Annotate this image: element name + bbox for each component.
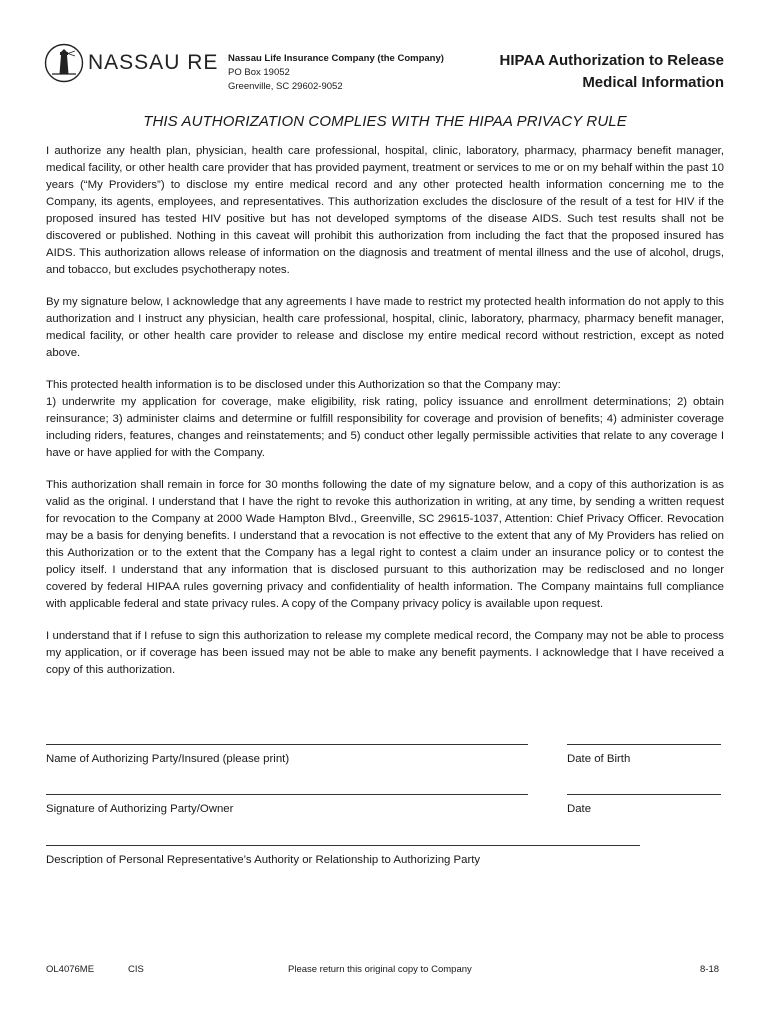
representative-description-field[interactable] bbox=[46, 845, 640, 866]
form-title-line-1: HIPAA Authorization to Release bbox=[499, 52, 724, 69]
representative-description-line[interactable] bbox=[46, 845, 640, 846]
revision-date: 8-18 bbox=[700, 964, 720, 975]
paragraph-purposes bbox=[46, 377, 724, 462]
company-logo bbox=[44, 43, 218, 83]
name-line[interactable] bbox=[46, 744, 528, 745]
form-code: CIS bbox=[128, 964, 144, 975]
representative-description-label: Description of Personal Representative’s Authority or Relationship to Authorizing Party bbox=[46, 854, 481, 866]
purposes-intro: This protected health information is to be disclosed under this Authorization so that the Company may: bbox=[46, 379, 561, 391]
date-field[interactable] bbox=[567, 794, 721, 815]
date-of-birth-line[interactable] bbox=[567, 744, 721, 745]
address-line-1: PO Box 19052 bbox=[228, 67, 290, 78]
page-heading: THIS AUTHORIZATION COMPLIES WITH THE HIPAA PRIVACY RULE bbox=[143, 113, 627, 130]
company-address-block bbox=[228, 52, 444, 94]
name-label: Name of Authorizing Party/Insured (please print) bbox=[46, 753, 290, 765]
paragraph-duration: This authorization shall remain in force for 30 months following the date of my signature below, and a copy of this authorization is as valid as the original. I understand that I have the right to revoke this authorization in writing, at any time, by sending a written request for revocation to the Company at 2000 Wade Hampton Blvd., Greenville, SC 29615-1037, Attention: Chief Privacy Officer. Revocation may be a basis for denying benefits. I understand that a revocation is not effective to the extent that any of My Providers has relied on this Authorization or to the extent that the Company has a legal right to contest a claim under an insurance policy or to contest the policy itself. I understand that any information that is disclosed pursuant to this authorization may be redisclosed and no longer covered by federal HIPAA rules governing privacy and confidentiality of health information. The Company maintains full compliance with applicable federal and state privacy rules. A copy of the Company privacy policy is available upon request. bbox=[46, 479, 724, 610]
lighthouse-icon bbox=[44, 43, 84, 83]
authorization-text bbox=[46, 143, 724, 694]
form-title-line-2: Medical Information bbox=[582, 74, 724, 91]
signature-field[interactable] bbox=[46, 794, 528, 815]
date-line[interactable] bbox=[567, 794, 721, 795]
paragraph-refusal: I understand that if I refuse to sign this authorization to release my complete medical record, the Company may not be able to process my application, or if coverage has been issued may not be able to make any benefit payments. I acknowledge that I have received a copy of this authorization. bbox=[46, 630, 724, 676]
date-label: Date bbox=[567, 803, 592, 815]
signature-line[interactable] bbox=[46, 794, 528, 795]
name-field[interactable] bbox=[46, 744, 528, 765]
date-of-birth-label: Date of Birth bbox=[567, 753, 631, 765]
logo-text: NASSAU RE bbox=[88, 51, 219, 74]
paragraph-acknowledge: By my signature below, I acknowledge that any agreements I have made to restrict my protected health information do not apply to this authorization and I instruct any physician, health care professional, hospital, clinic, laboratory, pharmacy, pharmacy benefit manager, medical facility, or other health care provider to release and disclose my entire medical record without restriction, except as noted above. bbox=[46, 296, 724, 359]
date-of-birth-field[interactable] bbox=[567, 744, 721, 765]
company-name: Nassau Life Insurance Company (the Company) bbox=[228, 53, 444, 64]
form-number: OL4076ME bbox=[46, 964, 95, 975]
signature-label: Signature of Authorizing Party/Owner bbox=[46, 803, 234, 815]
paragraph-authorize: I authorize any health plan, physician, health care professional, hospital, clinic, laboratory, pharmacy, pharmacy benefit manager, medical facility, or other health care provider that has provided payment, treatment or services to me or on my behalf within the past 10 years (“My Providers”) to disclose my entire medical record and any other protected health information concerning me to the Company, its agents, employees, and representatives. This authorization excludes the disclosure of the result of a test for HIV if the proposed insured has tested HIV positive but has not developed symptoms of the disease AIDS. Such test results shall not be discovered or published. Nothing in this caveat will prohibit this authorization from including the fact that the proposed insured has AIDS. This authorization allows release of information on the diagnosis and treatment of mental illness and the use of alcohol, drugs, and tobacco, but excludes psychotherapy notes. bbox=[46, 145, 724, 276]
form-title bbox=[500, 50, 724, 94]
return-instruction: Please return this original copy to Company bbox=[288, 964, 472, 975]
address-line-2: Greenville, SC 29602-9052 bbox=[228, 81, 343, 92]
purposes-list: 1) underwrite my application for coverage, make eligibility, risk rating, policy issuance and enrollment determinations; 2) obtain reinsurance; 3) administer claims and determine or fulfill responsibility for coverage and provision of benefits; 4) administer coverage including riders, features, changes and reinstatements; and 5) conduct other legally permissible activities that relate to any coverage I have or have applied for with the Company. bbox=[46, 396, 724, 459]
